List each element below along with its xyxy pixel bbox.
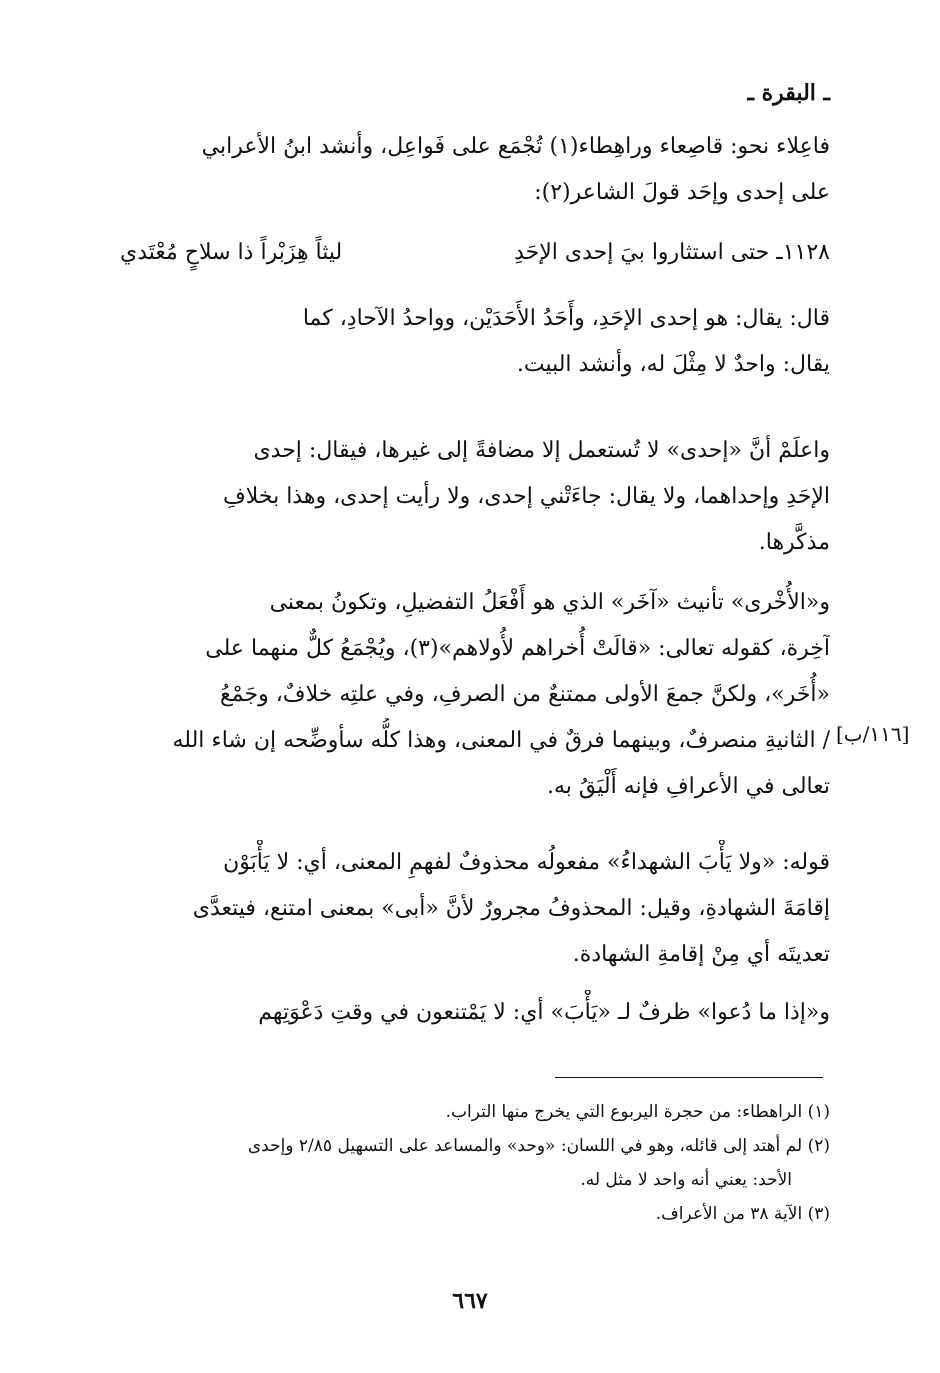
text-line: إقامَةَ الشهادةِ، وقيل: المحذوفُ مجرورٌ لأنَّ «أبى» بمعنى امتنع، فيتعدَّى bbox=[192, 896, 830, 921]
footnote-3: (٣) الآية ٣٨ من الأعراف. bbox=[655, 1204, 830, 1224]
text-line: آخِرة، كقوله تعالى: «قالَتْ أُخراهم لأُولاهم»(٣)، ويُجْمَعُ كلٌّ منهما على bbox=[205, 636, 830, 661]
text-line: قال: يقال: هو إحدى الإحَدِ، وأَحَدُ الأَحَدَيْن، وواحدُ الآحادِ، كما bbox=[302, 306, 830, 331]
text-line: و«الأُخْرى» تأنيث «آخَر» الذي هو أَفْعَلُ التفضيلِ، وتكونُ بمعنى bbox=[269, 590, 830, 615]
paragraph-6 bbox=[120, 990, 830, 1036]
text-line: واعلَمْ أنَّ «إحدى» لا تُستعمل إلا مضافةً إلى غيرها، فيقال: إحدى bbox=[253, 438, 830, 463]
text-line: الإحَدِ وإحداهما، ولا يقال: جاءَتْني إحدى، ولا رأيت إحدى، وهذا بخلافِ bbox=[222, 484, 830, 509]
footnote-2: (٢) لم أهتد إلى قائله، وهو في اللسان: «وحد» والمساعد على التسهيل ٢/٨٥ وإحدى bbox=[247, 1136, 830, 1156]
text-line: تعديتَه أي مِنْ إقامةِ الشهادة. bbox=[572, 942, 830, 967]
paragraph-4 bbox=[120, 580, 830, 810]
text-line: / الثانيةِ منصرفٌ، وبينهما فرقٌ في المعنى، وهذا كلُّه سأوضِّحه إن شاء الله bbox=[172, 728, 830, 753]
running-header: ـ البقرة ـ bbox=[747, 80, 830, 106]
footnote-divider bbox=[555, 1077, 823, 1078]
text-line: مذكَّرها. bbox=[758, 530, 830, 555]
text-line: فاعِلاء نحو: قاصِعاء وراهِطاء(١) تُجْمَع على فَواعِل، وأنشد ابنُ الأعرابي bbox=[201, 134, 830, 159]
footnote-1: (١) الراهطاء: من حجرة اليربوع التي يخرج منها التراب. bbox=[445, 1102, 830, 1122]
paragraph-1 bbox=[120, 124, 830, 216]
manuscript-folio-note: [١١٦/ب] bbox=[836, 722, 910, 746]
footnote-2-continued: الأحد: يعني أنه واحد لا مثل له. bbox=[580, 1170, 792, 1190]
verse-first-part bbox=[514, 240, 830, 265]
paragraph-2 bbox=[120, 296, 830, 388]
text-line: على إحدى وإحَد قولَ الشاعر(٢): bbox=[534, 180, 830, 205]
verse-hemistich-2: ليثاً هِزَبْراً ذا سلاحٍ مُعْتَدي bbox=[120, 240, 343, 265]
paragraph-5 bbox=[120, 840, 830, 978]
text-line: تعالى في الأعرافِ فإنه أَلْيَقُ به. bbox=[547, 774, 830, 799]
text-line: «أُخَر»، ولكنَّ جمعَ الأولى ممتنعٌ من الصرفِ، وفي علتِه خلافٌ، وجَمْعُ bbox=[220, 682, 830, 707]
text-line: قوله: «ولا يَأْبَ الشهداءُ» مفعولُه محذوفٌ لفهمِ المعنى، أي: لا يَأْبَوْن bbox=[223, 850, 830, 875]
page-number: ٦٦٧ bbox=[452, 1288, 488, 1314]
verse-line bbox=[120, 240, 830, 265]
paragraph-3 bbox=[120, 428, 830, 566]
text-line: يقال: واحدٌ لا مِثْلَ له، وأنشد البيت. bbox=[516, 352, 830, 377]
text-line: و«إذا ما دُعوا» ظرفٌ لـ «يَأْبَ» أي: لا يَمْتنعون في وقتِ دَعْوَتِهم bbox=[258, 1000, 830, 1025]
footnotes bbox=[110, 1095, 830, 1231]
verse-number: ١١٢٨ـ bbox=[776, 240, 830, 265]
verse-hemistich-1: حتى استثاروا بيَ إحدى الإحَدِ bbox=[514, 240, 770, 265]
